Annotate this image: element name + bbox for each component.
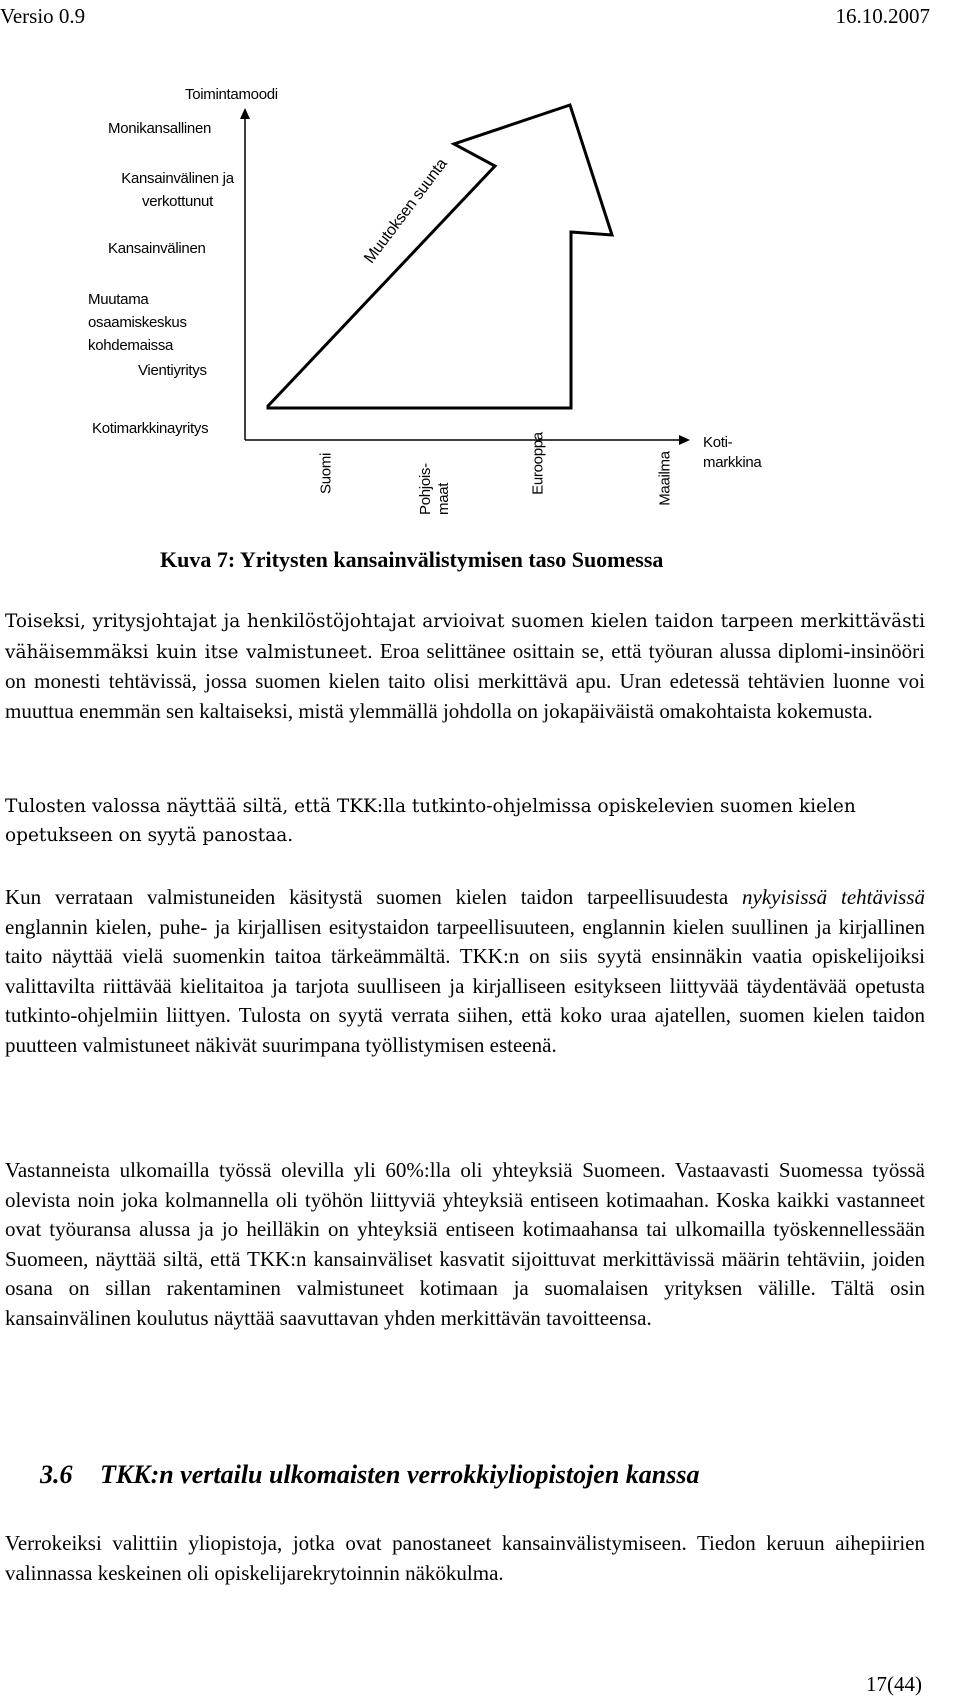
header-version: Versio 0.9 xyxy=(0,4,86,28)
header-date: 16.10.2007 xyxy=(835,4,930,28)
paragraph-3-emphasis: nykyisissä tehtävissä xyxy=(742,885,926,909)
paragraph-1-tail: Uran edetessä tehtävien luonne voi muuttua enemmän sen kaltaiseksi, mistä ylemmällä johdolla on jokapäiväistä omakohtaista kokemusta. xyxy=(5,669,926,723)
x-label-pohjoismaat: Pohjois-maat xyxy=(417,463,452,515)
paragraph-2: Tulosten valossa näyttää siltä, että TKK:lla tutkinto-ohjelmissa opiskelevien suomen kielen opetukseen on syytä panostaa. xyxy=(5,796,856,846)
x-label-eurooppa: Eurooppa xyxy=(529,432,547,495)
y-axis-arrowhead xyxy=(240,108,250,119)
mode-label-networked: Kansainvälinen ja verkottunut xyxy=(121,170,234,210)
paragraph-5: Verrokeiksi valittiin yliopistoja, jotka ovat panostaneet kansainvälistymiseen. Tiedon keruun aihepiirien valinnassa keskeinen oli opiskelijarekrytoinnin näkökulma. xyxy=(5,1531,925,1585)
section-number: 3.6 xyxy=(40,1460,73,1489)
x-label-suomi: Suomi xyxy=(317,452,335,495)
mode-label-competence-centers: Muutama osaamiskeskus kohdemaissa xyxy=(88,291,187,354)
paragraph-1-sans: Toiseksi, yritysjohtajat ja henkilöstöjohtajat arvioivat suomen kielen taidon tarpeen merkittävästi vähäisemmäksi kuin itse valmistuneet. xyxy=(5,611,925,663)
paragraph-3-rest: englannin kielen, puhe- ja kirjallisen esitystaidon tarpeellisuuteen, englannin kielen suullinen ja kirjallinen taito näyttää vielä suomenkin taitoa tärkeämmältä. TKK:n on siis syytä ensinnäkin vaatia opiskelijoiksi valittavilta riittävää kielitaitoa ja tarjota suulliseen ja kirjalliseen esitykseen liittyvää täydentävää opetusta tutkinto-ohjelmiin liittyen. Tulosta on syytä verrata siihen, että koko uraa ajatellen, suomen kielen taidon puutteen valmistuneet näkivät suurimpana työllistymisen esteenä. xyxy=(5,914,925,1057)
x-axis-arrowhead xyxy=(679,435,690,445)
section-heading xyxy=(40,1460,700,1490)
paragraph-4: Vastanneista ulkomailla työssä olevilla yli 60%:lla oli yhteyksiä Suomeen. Vastaavasti Suomessa työssä olevista noin joka kolmannella oli työhön liittyviä yhteyksiä entiseen kotimaahan. Koska kaikki vastanneet ovat työuransa alussa ja jo heilläkin on yhteyksiä entiseen kotimaahansa tai ulkomailla työskennellessään Suomeen, näyttää siltä, että TKK:n kansainväliset kasvatit sijoittuvat merkittävissä määrin tehtäviin, joiden osana on sillan rakentaminen valmistuneet kotimaan ja suomalaisen yrityksen välille. Tältä osin kansainvälinen koulutus näyttää saavuttavan yhden merkittävän tavoitteensa. xyxy=(5,1158,925,1330)
page-number: 17(44) xyxy=(866,1672,922,1696)
mode-label-international: Kansainvälinen xyxy=(108,240,206,257)
x-label-maailma: Maailma xyxy=(656,451,674,506)
figure-caption: Kuva 7: Yritysten kansainvälistymisen taso Suomessa xyxy=(160,547,664,572)
internationalization-diagram xyxy=(0,0,960,540)
paragraph-1-serif: Eroa selittänee osittain se, että työuran alussa diplomi-insinööri on monesti tehtävissä, jossa suomen kielen taito olisi merkittävä apu. xyxy=(5,638,926,693)
mode-label-domestic: Kotimarkkinayritys xyxy=(92,420,209,437)
x-axis-title: Koti-markkina xyxy=(703,434,762,471)
paragraph-3 xyxy=(5,883,925,1060)
y-axis-title: Toimintamoodi xyxy=(185,86,278,103)
mode-label-exporter: Vientiyritys xyxy=(138,362,207,379)
paragraph-1 xyxy=(5,606,925,726)
paragraph-3-start: Kun verrataan valmistuneiden käsitystä suomen kielen taidon tarpeellisuudesta xyxy=(5,885,743,909)
section-title: TKK:n vertailu ulkomaisten verrokkiyliopistojen kanssa xyxy=(100,1460,700,1489)
arrow-label: Muutoksen suunta xyxy=(361,155,451,267)
mode-label-multinational: Monikansallinen xyxy=(108,120,212,137)
change-direction-arrow xyxy=(268,105,612,408)
